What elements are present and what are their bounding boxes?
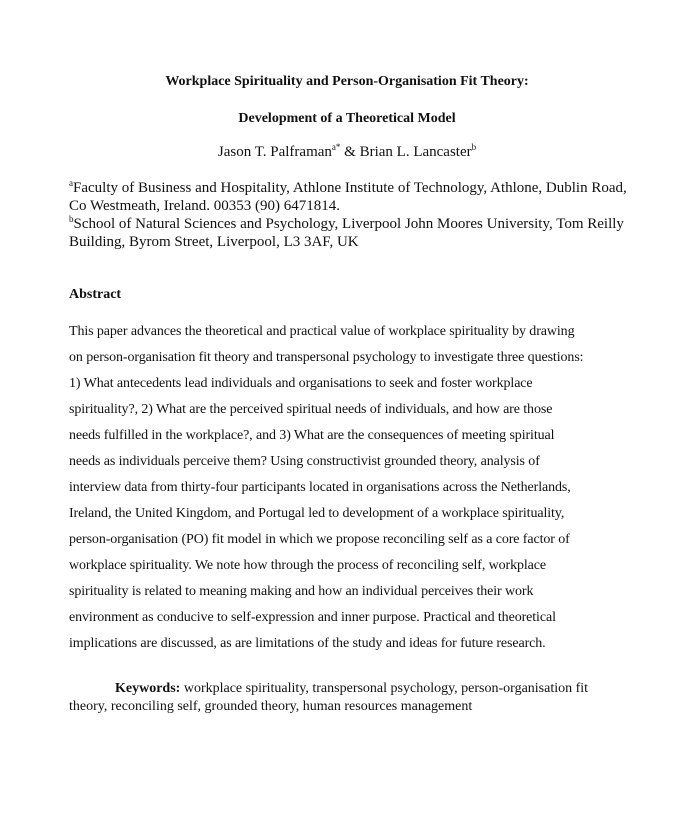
affiliation-line: Co Westmeath, Ireland. 00353 (90) 6471814. [69,198,340,214]
abstract-line: interview data from thirty-four participants located in organisations across the Netherlands, [69,480,571,495]
abstract-line: person-organisation (PO) fit model in which we propose reconciling self as a core factor of [69,532,570,547]
abstract-line: This paper advances the theoretical and practical value of workplace spirituality by drawing [69,324,575,339]
affiliation-line: Faculty of Business and Hospitality, Athlone Institute of Technology, Athlone, Dublin Road, [73,180,627,196]
paper-title: Workplace Spirituality and Person-Organisation Fit Theory: [165,74,529,89]
author-name: Jason T. Palframan [217,144,332,160]
keywords-text: workplace spirituality, transpersonal psychology, person-organisation fit [180,681,589,696]
affiliations [69,179,649,251]
author-line [0,144,694,161]
affiliation-marker: b [69,214,74,224]
abstract-line: environment as conducive to self-expression and inner purpose. Practical and theoretical [69,610,556,625]
author-name: Brian L. Lancaster [359,144,472,160]
affiliation [69,215,649,251]
author-affiliation-marker: b [471,142,477,152]
abstract-line: on person-organisation fit theory and transpersonal psychology to investigate three questions: [69,350,584,365]
affiliation-marker: a [69,178,73,188]
affiliation [69,179,649,215]
abstract-line: 1) What antecedents lead individuals and organisations to seek and foster workplace [69,376,533,391]
keywords [69,680,649,716]
abstract-line: workplace spirituality. We note how through the process of reconciling self, workplace [69,558,547,573]
keywords-text: theory, reconciling self, grounded theory, human resources management [69,699,473,714]
abstract-line: spirituality is related to meaning making and how an individual perceives their work [69,584,534,599]
author-affiliation-marker: a* [331,142,341,152]
abstract-line: implications are discussed, as are limitations of the study and ideas for future research. [69,636,546,651]
paper-subtitle: Development of a Theoretical Model [238,111,456,126]
abstract-heading: Abstract [69,287,122,302]
abstract-line: spirituality?, 2) What are the perceived spiritual needs of individuals, and how are those [69,402,553,417]
abstract-line: needs fulfilled in the workplace?, and 3) What are the consequences of meeting spiritual [69,428,555,443]
affiliation-line: Building, Byrom Street, Liverpool, L3 3AF, UK [69,234,359,250]
abstract-body [69,319,639,657]
abstract-line: Ireland, the United Kingdom, and Portugal led to development of a workplace spirituality, [69,506,565,521]
affiliation-line: School of Natural Sciences and Psychology, Liverpool John Moores University, Tom Reilly [73,216,624,232]
keywords-label: Keywords: [115,681,181,696]
author-separator: & [340,144,360,160]
abstract-line: needs as individuals perceive them? Using constructivist grounded theory, analysis of [69,454,540,469]
